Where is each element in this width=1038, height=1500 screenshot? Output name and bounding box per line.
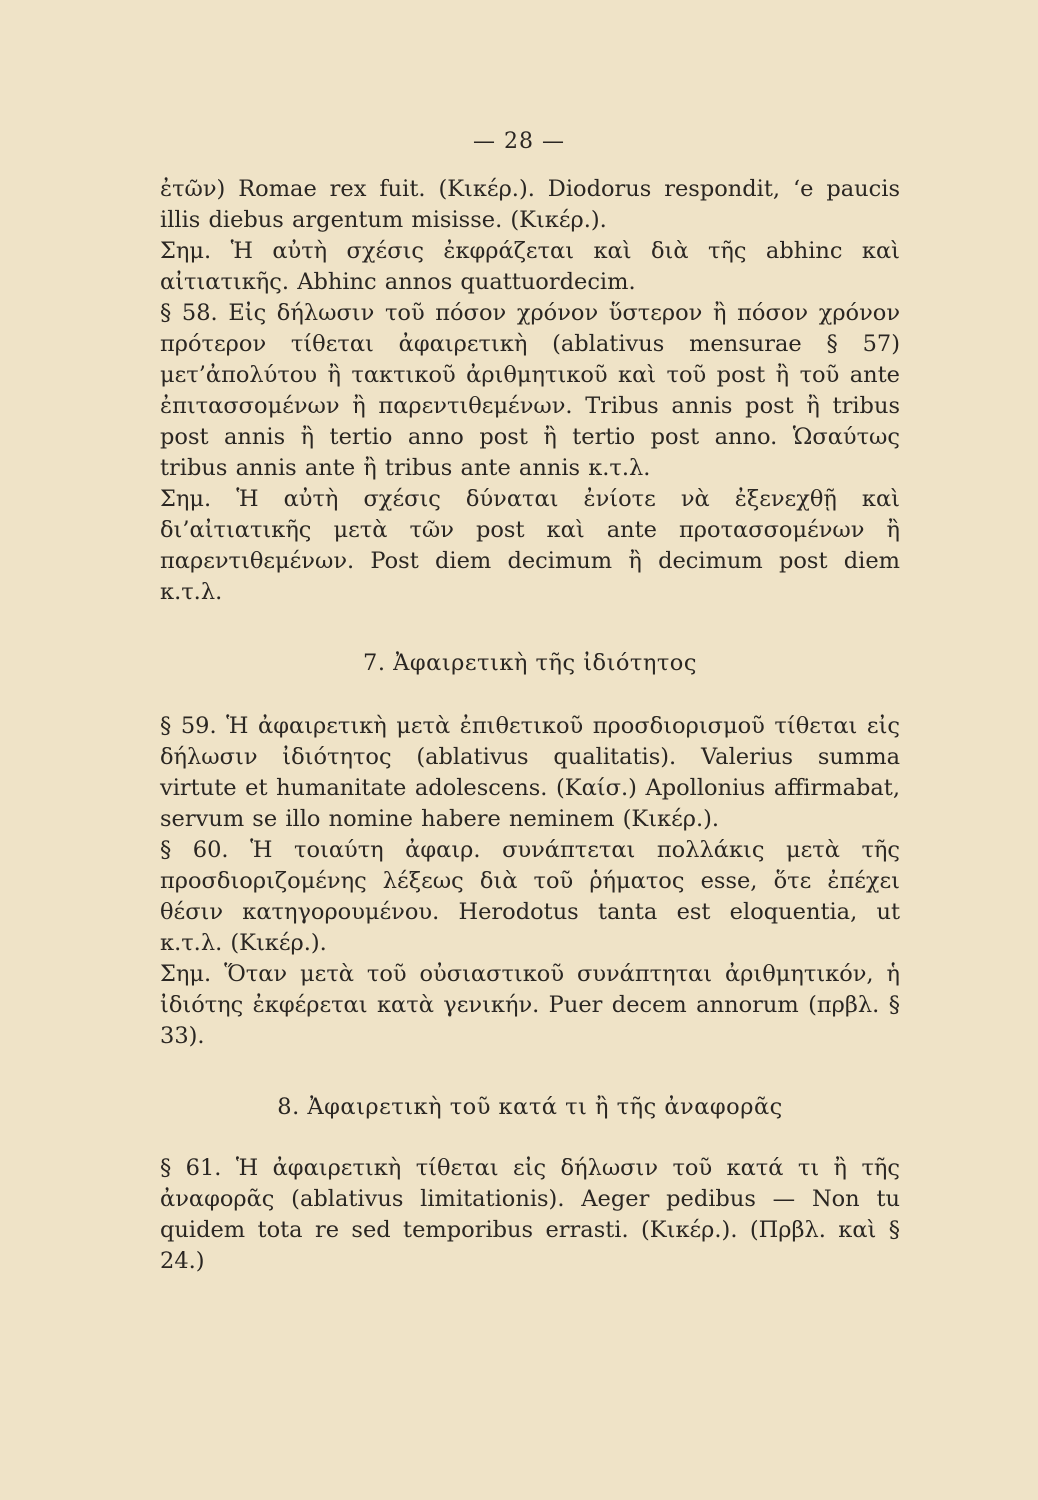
page-number: — 28 — bbox=[473, 129, 565, 154]
note-post-ante: Σημ. Ἡ αὐτὴ σχέσις δύναται ἐνίοτε νὰ ἐξενεχθῇ καὶ δι’αἰτιατικῆς μετὰ τῶν post καὶ ante προτασσομένων ἢ παρεντιθεμένων. Post diem decimum ἢ decimum post diem κ.τ.λ. bbox=[160, 486, 900, 605]
section-61: § 61. Ἡ ἀφαιρετικὴ τίθεται εἰς δήλωσιν τοῦ κατά τι ἢ τῆς ἀναφορᾶς (ablativus limitationis). Aeger pedibus — Non tu quidem tota re sed temporibus errasti. (Κικέρ.). (Πρβλ. καὶ § 24.) bbox=[160, 1155, 900, 1274]
section-60: § 60. Ἡ τοιαύτη ἀφαιρ. συνάπτεται πολλάκις μετὰ τῆς προσδιοριζομένης λέξεως διὰ τοῦ ῥήματος esse, ὅτε ἐπέχει θέσιν κατηγορουμένου. Herodotus tanta est eloquentia, ut κ.τ.λ. (Κικέρ.). bbox=[160, 837, 900, 956]
section-59: § 59. Ἡ ἀφαιρετικὴ μετὰ ἐπιθετικοῦ προσδιορισμοῦ τίθεται εἰς δήλωσιν ἰδιότητος (ablativus qualitatis). Valerius summa virtute et humanitate adolescens. (Καίσ.) Apollonius affirmabat, servum se illo nomine habere neminem (Κικέρ.). bbox=[160, 713, 900, 832]
note-abhinc: Σημ. Ἡ αὐτὴ σχέσις ἐκφράζεται καὶ διὰ τῆς abhinc καὶ αἰτιατικῆς. Abhinc annos quattuordecim. bbox=[160, 238, 900, 295]
heading-ablative-of-quality: 7. Ἀφαιρετικὴ τῆς ἰδιότητος bbox=[363, 650, 697, 676]
paragraph-romae-rex: ἐτῶν) Romae rex fuit. (Κικέρ.). Diodorus respondit, ‘e paucis illis diebus argentum misisse. (Κικέρ.). bbox=[160, 176, 900, 233]
text-block bbox=[160, 174, 900, 1277]
heading-ablative-of-respect: 8. Ἀφαιρετικὴ τοῦ κατά τι ἢ τῆς ἀναφορᾶς bbox=[277, 1094, 783, 1120]
section-58: § 58. Εἰς δήλωσιν τοῦ πόσον χρόνον ὕστερον ἢ πόσον χρόνον πρότερον τίθεται ἀφαιρετικὴ (ablativus mensurae § 57) μετ’ἀπολύτου ἢ τακτικοῦ ἀριθμητικοῦ καὶ τοῦ post ἢ τοῦ ante ἐπιτασσομένων ἢ παρεντιθεμένων. Tribus annis post ἢ tribus post annis ἢ tertio anno post ἢ tertio post anno. Ὡσαύτως tribus annis ante ἢ tribus ante annis κ.τ.λ. bbox=[160, 300, 900, 481]
note-genitive: Σημ. Ὅταν μετὰ τοῦ οὐσιαστικοῦ συνάπτηται ἀριθμητικόν, ἡ ἰδιότης ἐκφέρεται κατὰ γενικήν. Puer decem annorum (πρβλ. § 33). bbox=[160, 961, 900, 1049]
